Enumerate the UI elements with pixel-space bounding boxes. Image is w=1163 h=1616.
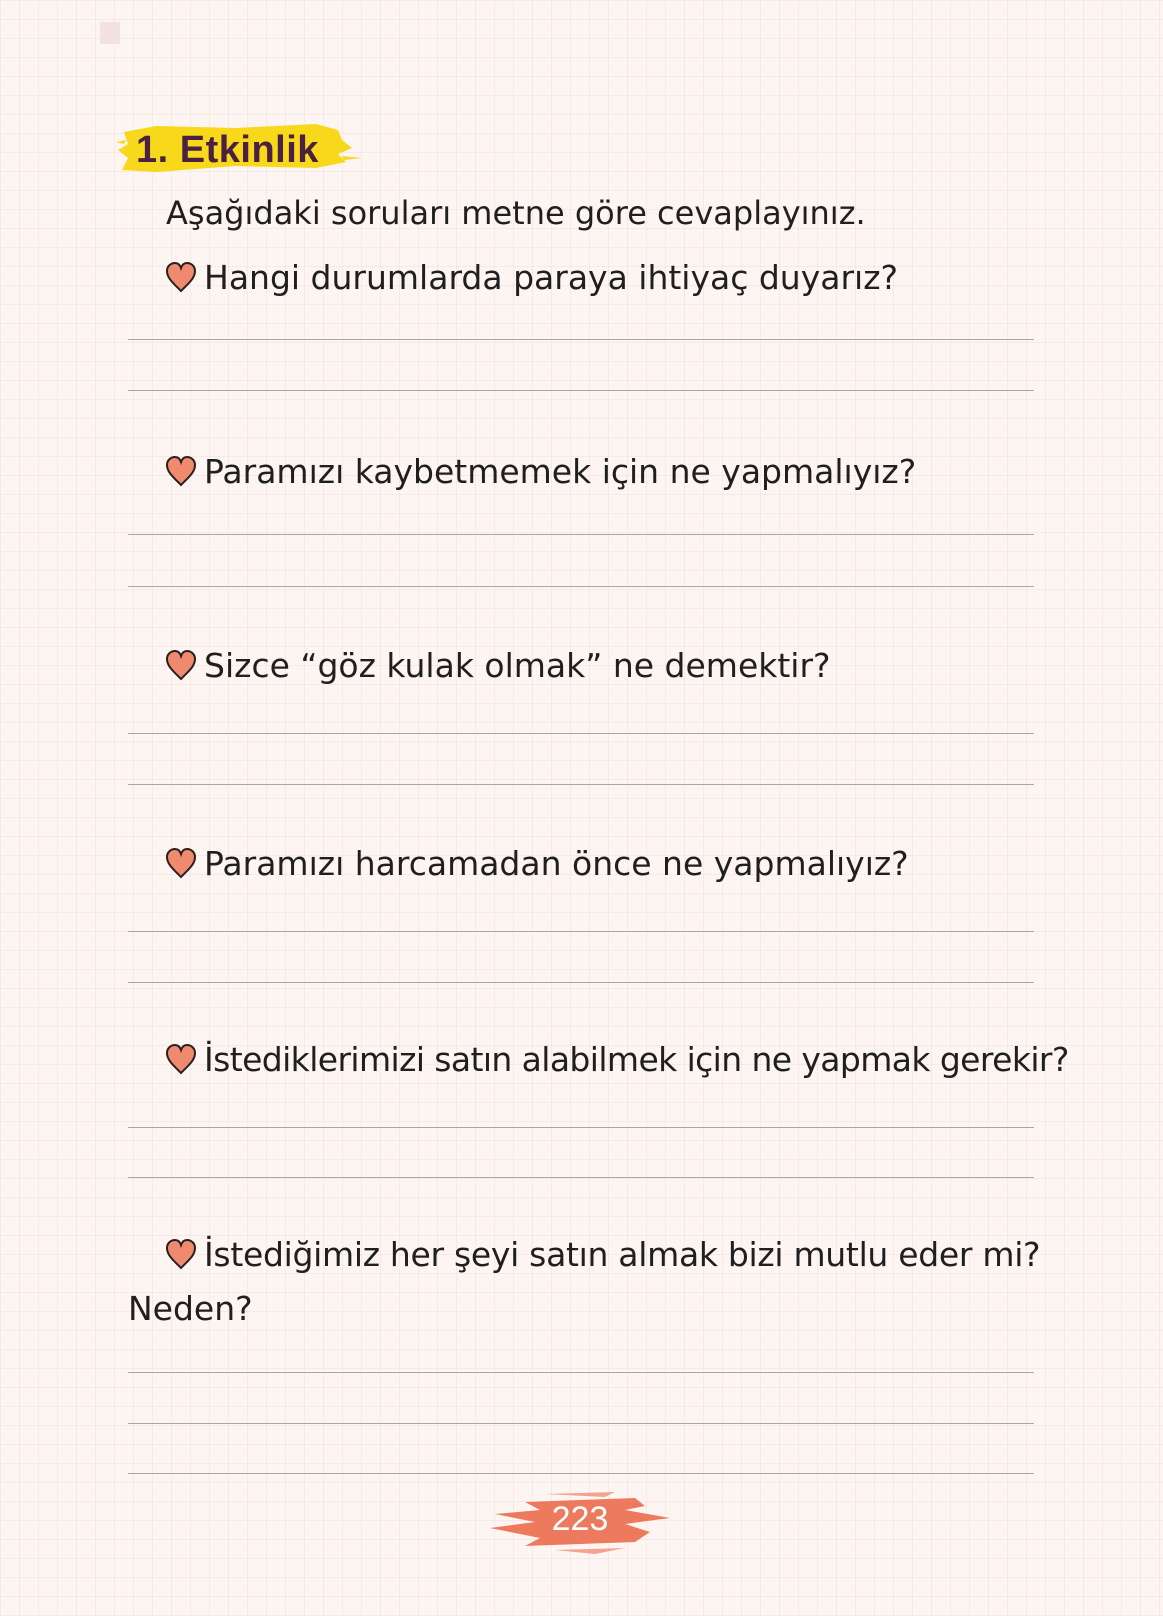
heart-icon: [164, 455, 198, 489]
question-text: Sizce “göz kulak olmak” ne demektir?: [204, 646, 831, 685]
answer-line[interactable]: [128, 982, 1034, 983]
heart-icon: [164, 1043, 198, 1077]
question-6: [164, 1235, 1040, 1274]
heart-icon: [164, 649, 198, 683]
activity-title: [116, 118, 366, 182]
activity-title-text: 1. Etkinlik: [136, 129, 319, 171]
answer-line[interactable]: [128, 784, 1034, 785]
answer-line[interactable]: [128, 1473, 1034, 1474]
answer-line[interactable]: [128, 1423, 1034, 1424]
answer-line[interactable]: [128, 1127, 1034, 1128]
heart-icon: [164, 847, 198, 881]
heart-icon: [164, 1238, 198, 1272]
page-number: 223: [551, 1500, 609, 1538]
question-text: Hangi durumlarda paraya ihtiyaç duyarız?: [204, 258, 899, 297]
answer-line[interactable]: [128, 1372, 1034, 1373]
instruction-text: Aşağıdaki soruları metne göre cevaplayınız.: [166, 194, 866, 232]
question-continuation: Neden?: [128, 1289, 253, 1328]
question-text: İstediğimiz her şeyi satın almak bizi mutlu eder mi?: [204, 1235, 1041, 1274]
corner-mark: [100, 22, 120, 44]
question-text: Paramızı harcamadan önce ne yapmalıyız?: [204, 844, 909, 883]
heart-icon: [164, 261, 198, 295]
answer-line[interactable]: [128, 733, 1034, 734]
question-1: [164, 258, 898, 297]
answer-line[interactable]: [128, 534, 1034, 535]
question-text: Paramızı kaybetmemek için ne yapmalıyız?: [204, 452, 917, 491]
question-text: İstediklerimizi satın alabilmek için ne yapmak gerekir?: [204, 1040, 1069, 1079]
question-4: [164, 844, 909, 883]
page-number-badge: [485, 1488, 675, 1558]
question-3: [164, 646, 831, 685]
answer-line[interactable]: [128, 586, 1034, 587]
answer-line[interactable]: [128, 339, 1034, 340]
question-2: [164, 452, 916, 491]
answer-line[interactable]: [128, 931, 1034, 932]
question-5: [164, 1040, 1069, 1079]
answer-line[interactable]: [128, 390, 1034, 391]
answer-line[interactable]: [128, 1177, 1034, 1178]
